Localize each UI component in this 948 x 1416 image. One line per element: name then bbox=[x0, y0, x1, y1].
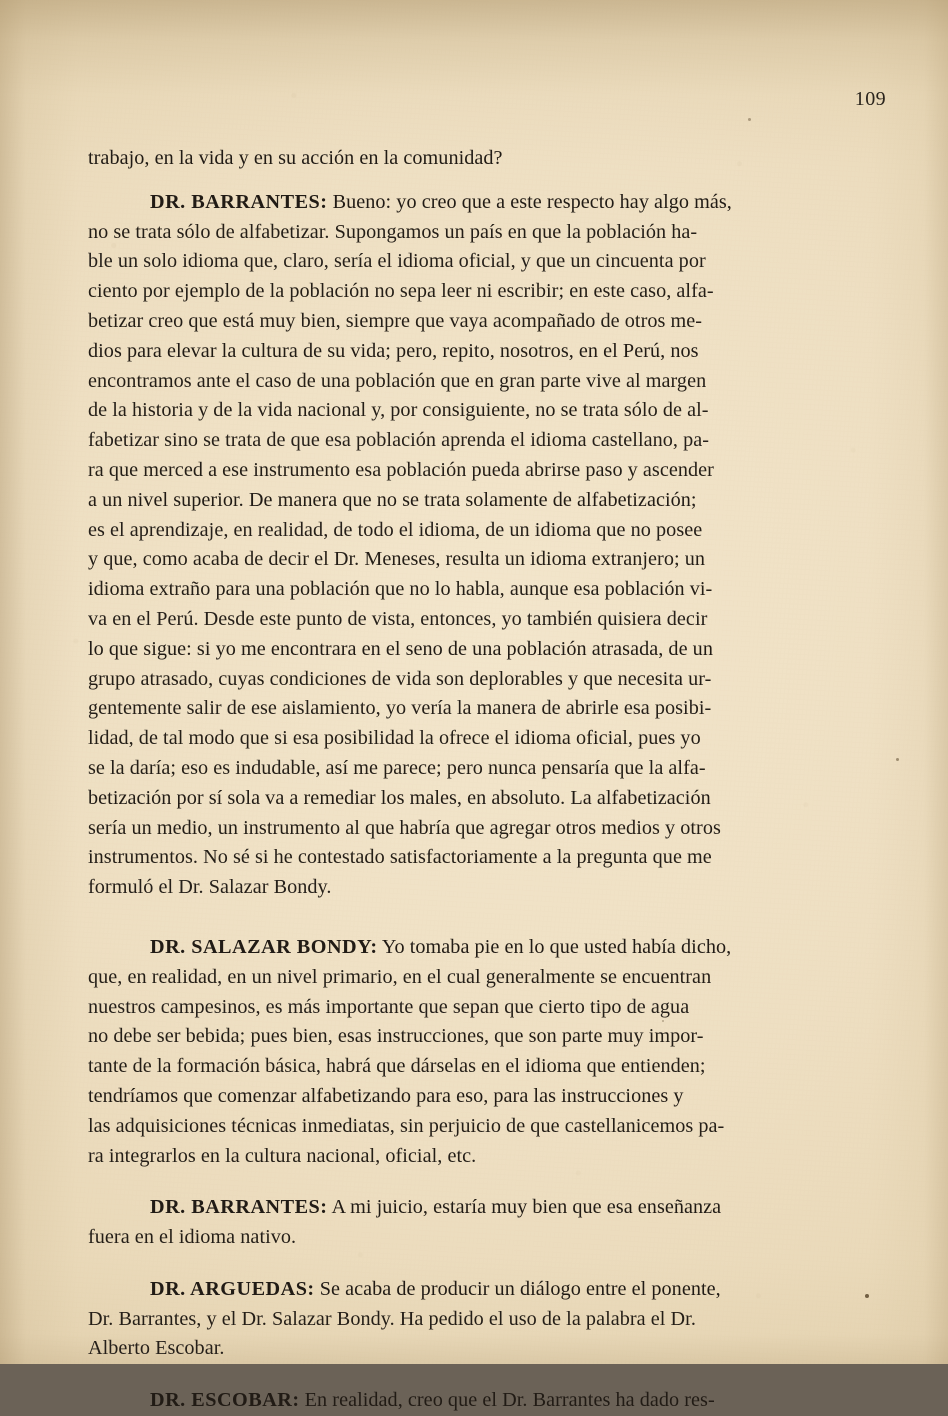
text-line: no se trata sólo de alfabetizar. Supongamos un país en que la población ha- bbox=[88, 220, 698, 243]
text-line: de la historia y de la vida nacional y, por consiguiente, no se trata sólo de al- bbox=[88, 399, 709, 422]
text-line: va en el Perú. Desde este punto de vista, entonces, yo también quisiera decir bbox=[88, 607, 708, 630]
text-line: ra que merced a ese instrumento esa población pueda abrirse paso y ascender bbox=[88, 458, 714, 481]
paragraph-salazar-bondy bbox=[88, 933, 860, 1171]
text-line: a un nivel superior. De manera que no se trata solamente de alfabetización; bbox=[88, 488, 697, 511]
text-line: trabajo, en la vida y en su acción en la comunidad? bbox=[88, 147, 503, 169]
text-line: es el aprendizaje, en realidad, de todo el idioma, de un idioma que no posee bbox=[88, 518, 703, 541]
text-line: ra integrarlos en la cultura nacional, oficial, etc. bbox=[88, 1144, 477, 1167]
speaker-label: DR. SALAZAR BONDY: bbox=[150, 935, 378, 958]
text-line: DR. BARRANTES: Bueno: yo creo que a este respecto hay algo más, bbox=[150, 190, 732, 213]
paper-speck bbox=[896, 758, 899, 761]
paragraph-spacer bbox=[88, 903, 860, 933]
text-line: tendríamos que comenzar alfabetizando para eso, para las instrucciones y bbox=[88, 1084, 684, 1107]
text-line: grupo atrasado, cuyas condiciones de vida son deplorables y que necesita ur- bbox=[88, 667, 712, 690]
paragraph-spacer bbox=[88, 1253, 860, 1275]
paragraph-spacer bbox=[88, 174, 860, 188]
paper-speck bbox=[865, 1294, 869, 1298]
speaker-label: DR. ESCOBAR: bbox=[150, 1389, 300, 1412]
paragraph-barrantes-1 bbox=[88, 188, 860, 903]
speaker-label: DR. ARGUEDAS: bbox=[150, 1277, 315, 1300]
text-line: ciento por ejemplo de la población no sepa leer ni escribir; en este caso, alfa- bbox=[88, 280, 714, 303]
text-line: betización por sí sola va a remediar los males, en absoluto. La alfabetización bbox=[88, 786, 711, 809]
paragraph-spacer bbox=[88, 1364, 860, 1386]
text-line: gentemente salir de ese aislamiento, yo vería la manera de abrirle esa posibi- bbox=[88, 697, 712, 720]
text-line: Alberto Escobar. bbox=[88, 1337, 225, 1360]
text-line: DR. ARGUEDAS: Se acaba de producir un diálogo entre el ponente, bbox=[150, 1277, 721, 1300]
text-line: y que, como acaba de decir el Dr. Meneses, resulta un idioma extranjero; un bbox=[88, 548, 706, 571]
text-line: nuestros campesinos, es más importante que sepan que cierto tipo de agua bbox=[88, 995, 690, 1018]
text-line: DR. SALAZAR BONDY: Yo tomaba pie en lo que usted había dicho, bbox=[150, 935, 732, 958]
text-line: las adquisiciones técnicas inmediatas, sin perjuicio de que castellanicemos pa- bbox=[88, 1114, 725, 1137]
text-line: que, en realidad, en un nivel primario, en el cual generalmente se encuentran bbox=[88, 965, 712, 988]
text-line: instrumentos. No sé si he contestado satisfactoriamente a la pregunta que me bbox=[88, 846, 712, 869]
speaker-label: DR. BARRANTES: bbox=[150, 190, 328, 213]
text-line: betizar creo que está muy bien, siempre que vaya acompañado de otros me- bbox=[88, 309, 703, 332]
text-line: idioma extraño para una población que no lo habla, aunque esa población vi- bbox=[88, 578, 713, 601]
text-line: formuló el Dr. Salazar Bondy. bbox=[88, 876, 332, 899]
speaker-label: DR. BARRANTES: bbox=[150, 1196, 328, 1219]
paragraph-carryover bbox=[88, 144, 860, 174]
text-line: DR. ESCOBAR: En realidad, creo que el Dr. Barrantes ha dado res- bbox=[150, 1389, 715, 1412]
paragraph-escobar bbox=[88, 1386, 860, 1416]
paragraph-barrantes-2 bbox=[88, 1193, 860, 1253]
text-line: fuera en el idioma nativo. bbox=[88, 1226, 297, 1249]
text-line: lo que sigue: si yo me encontrara en el seno de una población atrasada, de un bbox=[88, 637, 713, 660]
paper-speck bbox=[748, 118, 751, 121]
text-line: dios para elevar la cultura de su vida; pero, repito, nosotros, en el Perú, nos bbox=[88, 339, 699, 362]
text-line: se la daría; eso es indudable, así me parece; pero nunca pensaría que la alfa- bbox=[88, 756, 706, 779]
text-line: no debe ser bebida; pues bien, esas instrucciones, que son parte muy impor- bbox=[88, 1025, 704, 1048]
text-line: Dr. Barrantes, y el Dr. Salazar Bondy. Ha pedido el uso de la palabra el Dr. bbox=[88, 1307, 696, 1330]
page-number: 109 bbox=[854, 88, 886, 110]
paragraph-spacer bbox=[88, 1171, 860, 1193]
text-line: encontramos ante el caso de una población que en gran parte vive al margen bbox=[88, 369, 707, 392]
text-line: fabetizar sino se trata de que esa población aprenda el idioma castellano, pa- bbox=[88, 429, 710, 452]
paragraph-arguedas bbox=[88, 1275, 860, 1364]
page-text-body bbox=[88, 144, 860, 1416]
text-line: tante de la formación básica, habrá que dárselas en el idioma que entienden; bbox=[88, 1055, 706, 1078]
text-line: DR. BARRANTES: A mi juicio, estaría muy bien que esa enseñanza bbox=[150, 1196, 722, 1219]
text-line: lidad, de tal modo que si esa posibilidad la ofrece el idioma oficial, pues yo bbox=[88, 727, 701, 750]
text-line: ble un solo idioma que, claro, sería el idioma oficial, y que un cincuenta por bbox=[88, 250, 706, 273]
text-line: sería un medio, un instrumento al que habría que agregar otros medios y otros bbox=[88, 816, 721, 839]
